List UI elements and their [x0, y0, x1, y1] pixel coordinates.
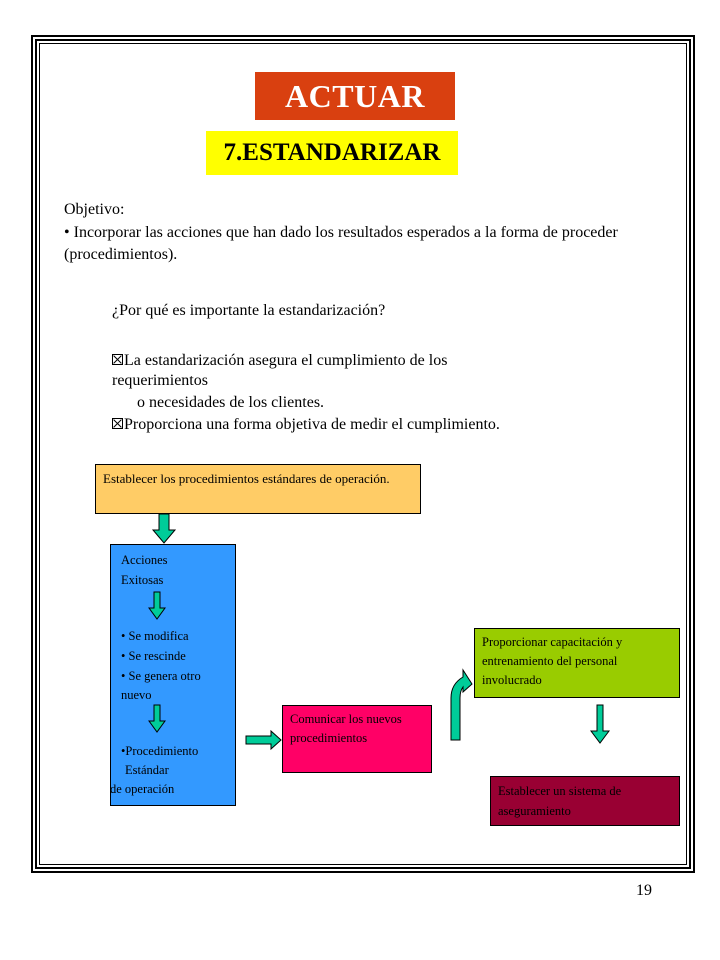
assurance-box: Establecer un sistema de aseguramiento: [490, 776, 680, 826]
actions-bullet-1: • Se modifica: [121, 629, 189, 643]
actions-bullet-2: • Se rescinde: [121, 649, 186, 663]
down-arrow-icon: [591, 705, 609, 743]
section-title: ACTUAR: [255, 72, 455, 120]
actions-result-2: Estándar: [125, 763, 169, 777]
reason-1-line1: La estandarización asegura el cumplimiento de los: [124, 352, 448, 369]
establish-procedures-box: Establecer los procedimientos estándares de operación.: [95, 464, 421, 514]
actions-title-1: Acciones: [121, 553, 168, 567]
down-arrow-icon: [149, 592, 165, 619]
reason-2-line1: Proporciona una forma objetiva de medir el cumplimiento.: [124, 416, 500, 433]
communicate-box: Comunicar los nuevos procedimientos: [282, 705, 432, 773]
down-arrow-icon: [153, 514, 175, 543]
training-box: Proporcionar capacitación y entrenamiento del personal involucrado: [474, 628, 680, 698]
reason-1-line2: requerimientos: [112, 372, 208, 389]
step-title: 7.ESTANDARIZAR: [206, 131, 458, 175]
objective-label: Objetivo:: [64, 201, 125, 218]
curved-up-arrow-icon: [451, 670, 472, 740]
actions-result-3: de operación: [110, 782, 175, 796]
actions-result-1: •Procedimiento: [121, 744, 199, 758]
question-title: ¿Por qué es importante la estandarización?: [112, 302, 386, 319]
down-arrow-icon: [149, 705, 165, 732]
objective-body: Incorporar las acciones que han dado los resultados esperados a la forma de proceder (procedimientos).: [64, 224, 618, 263]
actions-bullet-3-cont: nuevo: [121, 688, 152, 702]
actions-bullet-3: • Se genera otro: [121, 669, 201, 683]
objective-bullet: •: [64, 224, 70, 241]
right-arrow-icon: [246, 731, 281, 749]
actions-title-2: Exitosas: [121, 573, 164, 587]
reason-1-line3: o necesidades de los clientes.: [137, 394, 325, 411]
page-number: 19: [636, 882, 652, 899]
